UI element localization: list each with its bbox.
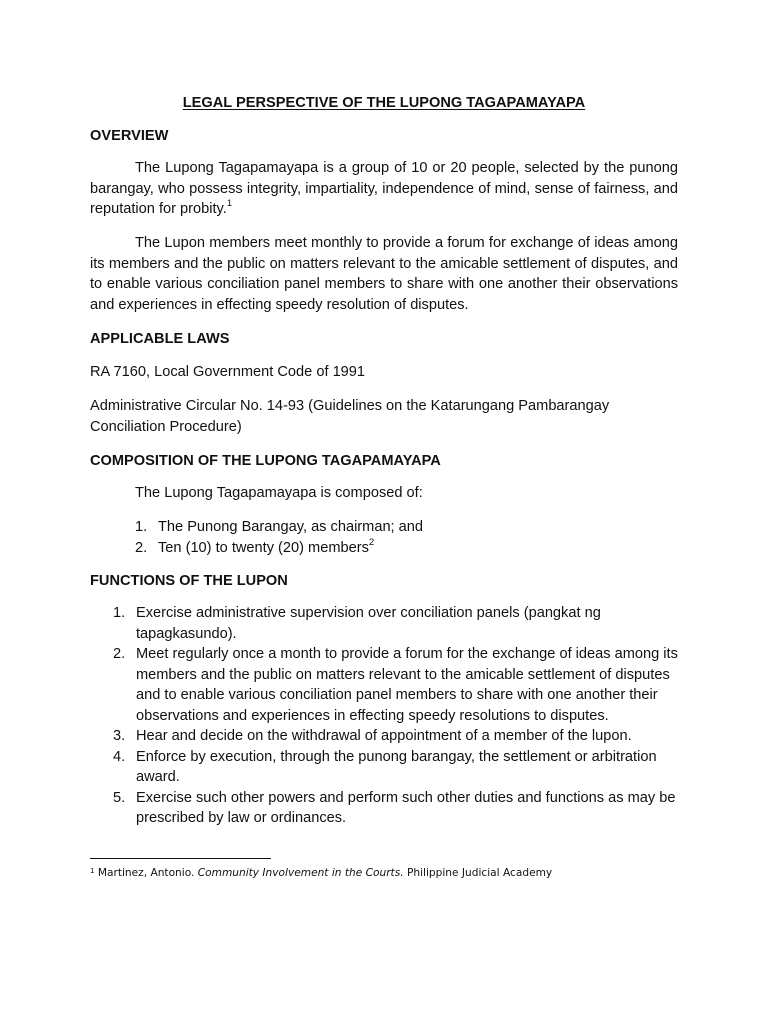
footnote-work: Community Involvement in the Courts.: [197, 867, 404, 879]
composition-heading: COMPOSITION OF THE LUPONG TAGAPAMAYAPA: [90, 453, 441, 469]
footnote-mark: 1: [90, 867, 95, 875]
overview-heading: OVERVIEW: [90, 128, 169, 144]
footnote-ref-1: 1: [226, 198, 233, 210]
list-item: 5. Exercise such other powers and perform such other duties and functions as may be prescribed by law or ordinances.: [113, 789, 676, 826]
applicable-laws-heading: APPLICABLE LAWS: [90, 331, 230, 347]
footnote-author: Martinez, Antonio.: [97, 867, 195, 879]
document-title: LEGAL PERSPECTIVE OF THE LUPONG TAGAPAMAYAPA: [182, 95, 586, 111]
overview-paragraph-1: The Lupong Tagapamayapa is a group of 10 or 20 people, selected by the punong barangay, who possess integrity, impartiality, independence of mind, sense of fairness, and reputation for probity.$^1$: [90, 160, 678, 217]
list-item: 1. The Punong Barangay, as chairman; and: [135, 519, 424, 535]
list-item: 2. Ten (10) to twenty (20) members$^2$: [135, 536, 375, 556]
footnote-divider: [90, 858, 271, 859]
overview-paragraph-2: The Lupon members meet monthly to provide a forum for exchange of ideas among its members and the public on matters relevant to the amicable settlement of disputes, and to enable various conciliation panel members to share with one another their observations and experiences in effecting speedy resolution of disputes.: [90, 235, 678, 313]
composition-intro: The Lupong Tagapamayapa is composed of:: [135, 485, 423, 501]
list-item: 2. Meet regularly once a month to provide a forum for the exchange of ideas among its members and the public on matters relevant to the amicable settlement of disputes and to enable various conciliation panel members to share with one another their observations and experiences in effecting speedy resolutions to disputes.: [113, 646, 678, 724]
composition-list: [135, 517, 675, 558]
list-item: 4. Enforce by execution, through the punong barangay, the settlement or arbitration award.: [113, 748, 657, 785]
list-item: 1. Exercise administrative supervision over conciliation panels (pangkat ng tapagkasundo).: [113, 605, 601, 642]
footnote-publisher: Philippine Judicial Academy: [406, 867, 553, 879]
functions-heading: FUNCTIONS OF THE LUPON: [90, 573, 288, 589]
law-item-1: RA 7160, Local Government Code of 1991: [90, 364, 366, 380]
list-item: 3. Hear and decide on the withdrawal of appointment of a member of the lupon.: [113, 728, 632, 744]
functions-list: [113, 603, 678, 829]
footnote: [90, 866, 552, 881]
law-item-2: Administrative Circular No. 14-93 (Guidelines on the Katarungang Pambarangay Conciliation Procedure): [90, 398, 610, 435]
footnote-ref-2: 2: [368, 536, 375, 548]
